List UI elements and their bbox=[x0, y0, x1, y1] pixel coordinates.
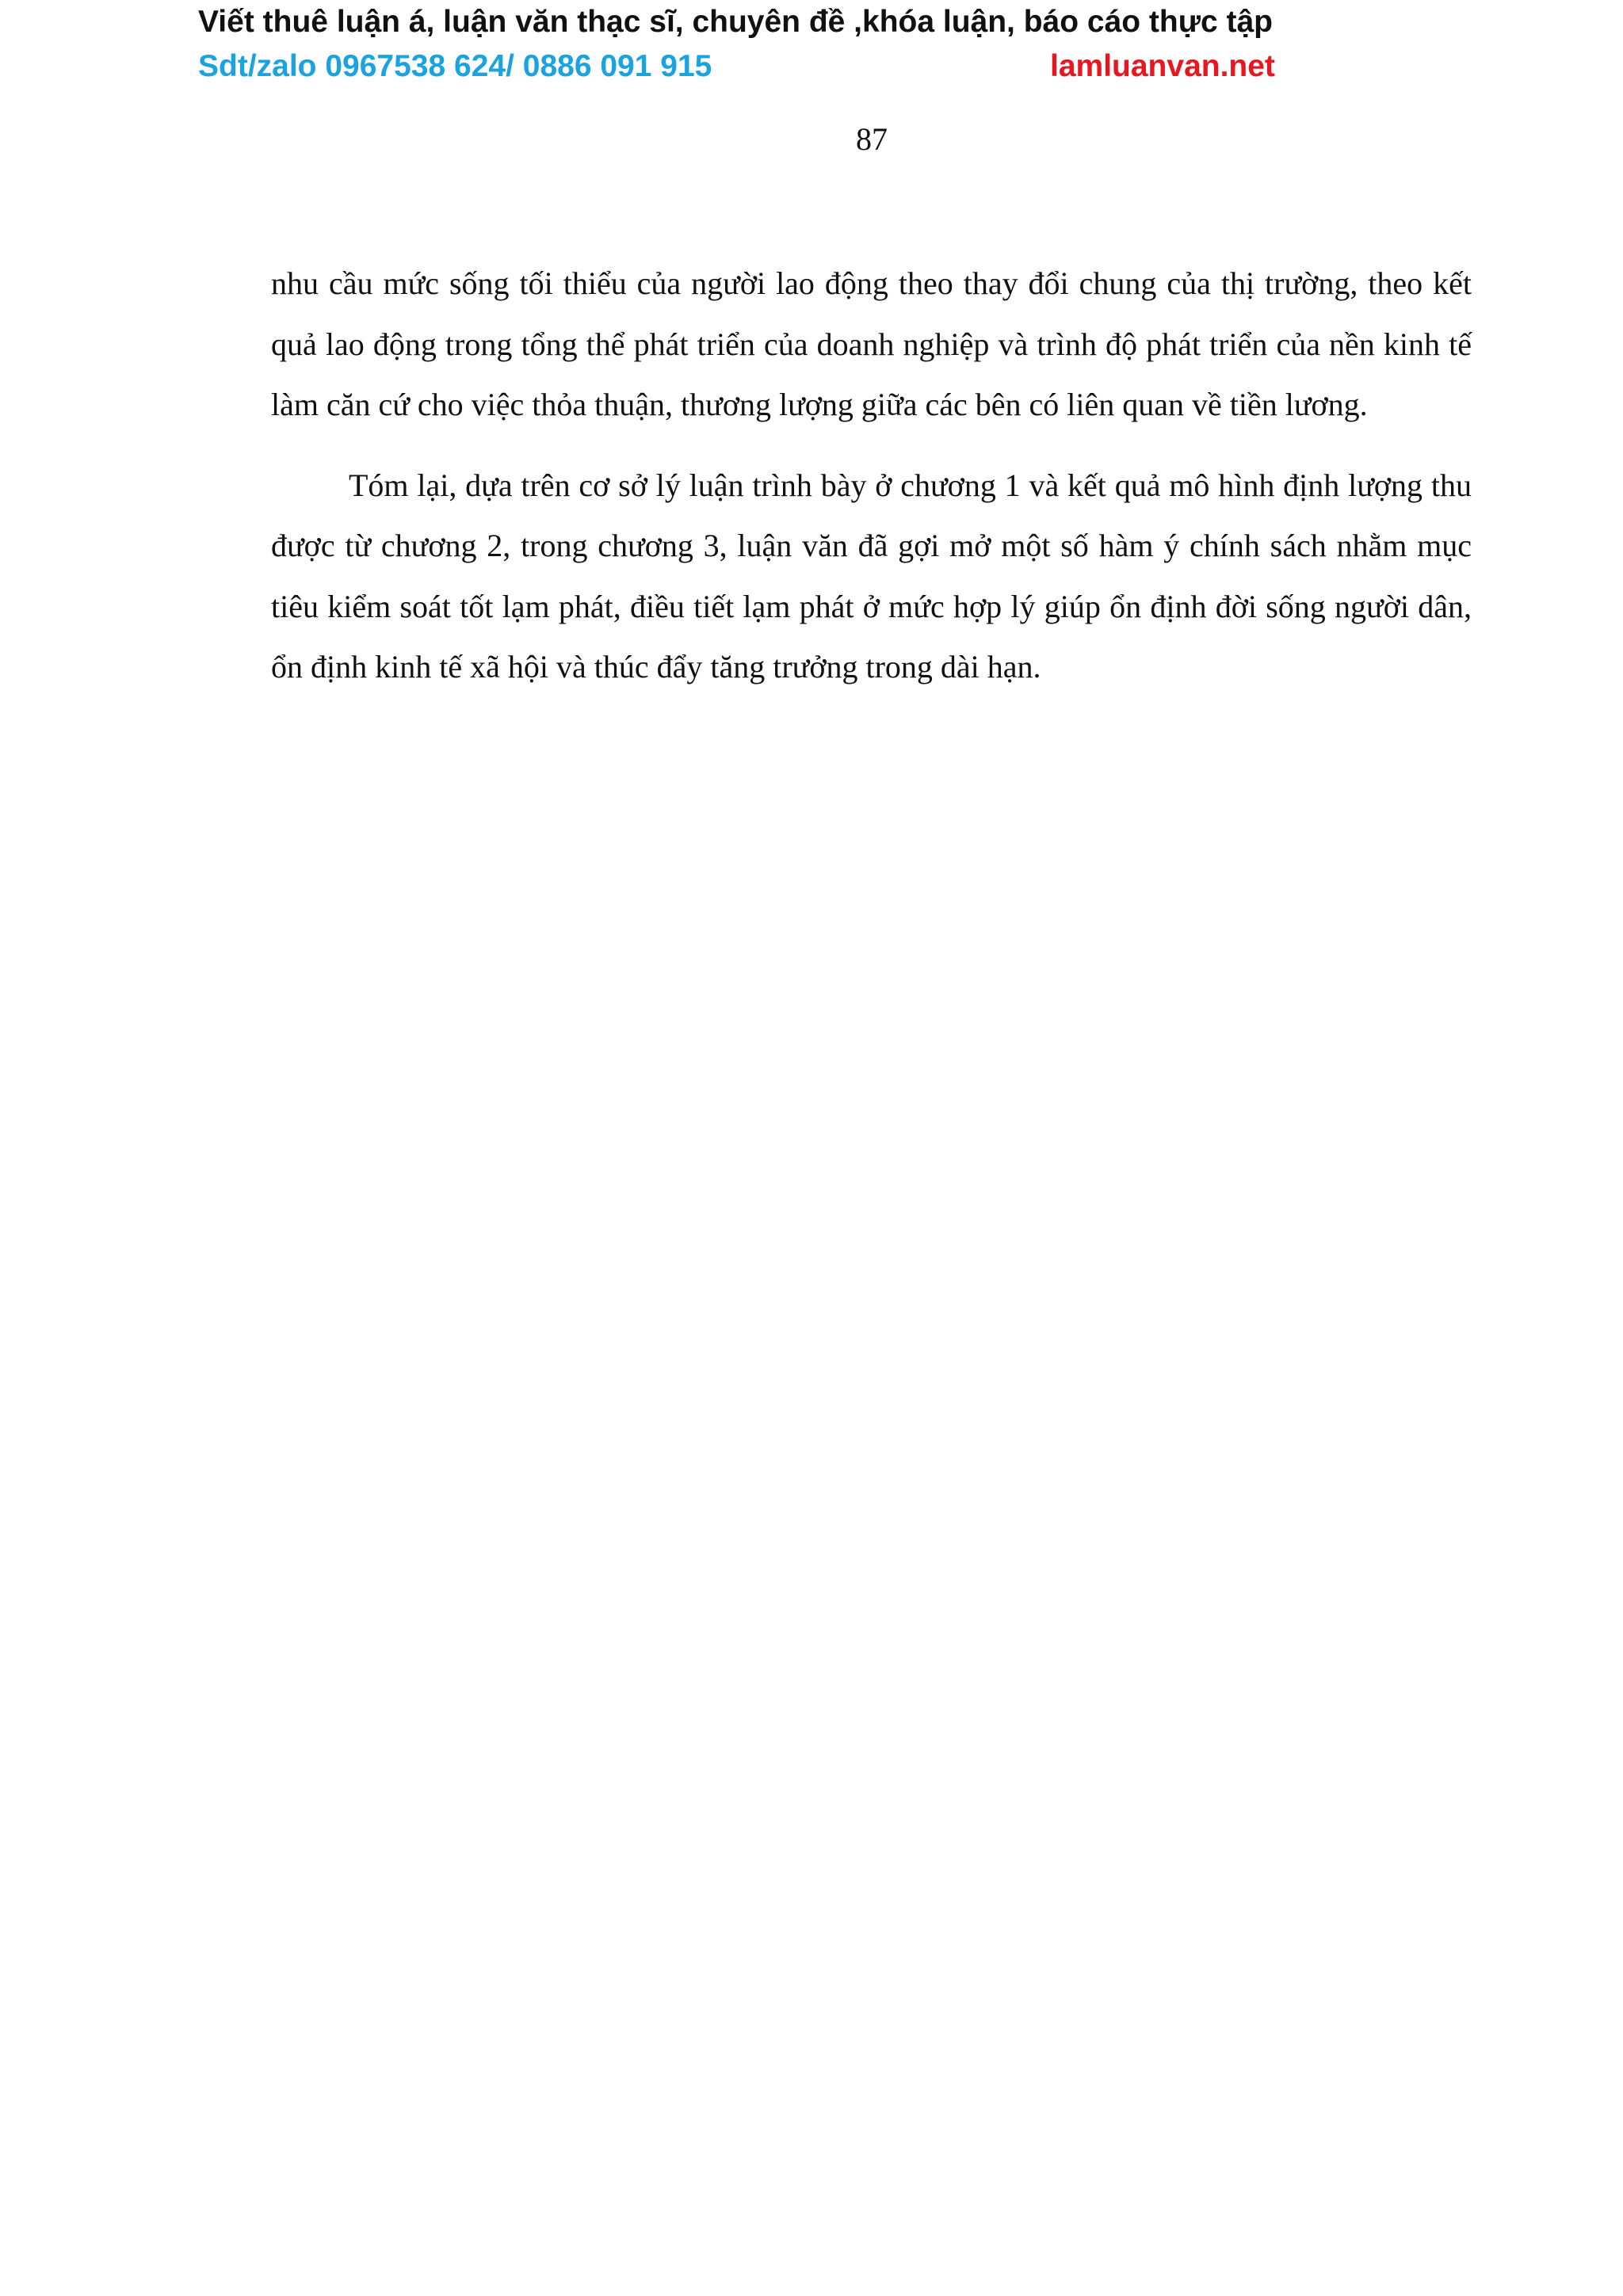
header-service-line: Viết thuê luận á, luận văn thạc sĩ, chuyên đề ,khóa luận, báo cáo thực tập bbox=[198, 5, 1273, 39]
header-contact-line bbox=[198, 44, 1284, 89]
header-phone: Sdt/zalo 0967538 624/ 0886 091 915 bbox=[198, 49, 712, 83]
body-text bbox=[271, 254, 1472, 698]
paragraph-summary: Tóm lại, dựa trên cơ sở lý luận trình bày ở chương 1 và kết quả mô hình định lượng thu được từ chương 2, trong chương 3, luận văn đã gợi mở một số hàm ý chính sách nhằm mục tiêu kiểm soát tốt lạm phát, điều tiết lạm phát ở mức hợp lý giúp ổn định đời sống người dân, ổn định kinh tế xã hội và thúc đẩy tăng trưởng trong dài hạn. bbox=[271, 467, 1472, 685]
page-number: 87 bbox=[856, 121, 888, 157]
header-website: lamluanvan.net bbox=[1050, 49, 1275, 83]
paragraph-continuation: nhu cầu mức sống tối thiểu của người lao động theo thay đổi chung của thị trường, theo kết quả lao động trong tổng thể phát triển của doanh nghiệp và trình độ phát triển của nền kinh tế làm căn cứ cho việc thỏa thuận, thương lượng giữa các bên có liên quan về tiền lương. bbox=[271, 265, 1472, 422]
